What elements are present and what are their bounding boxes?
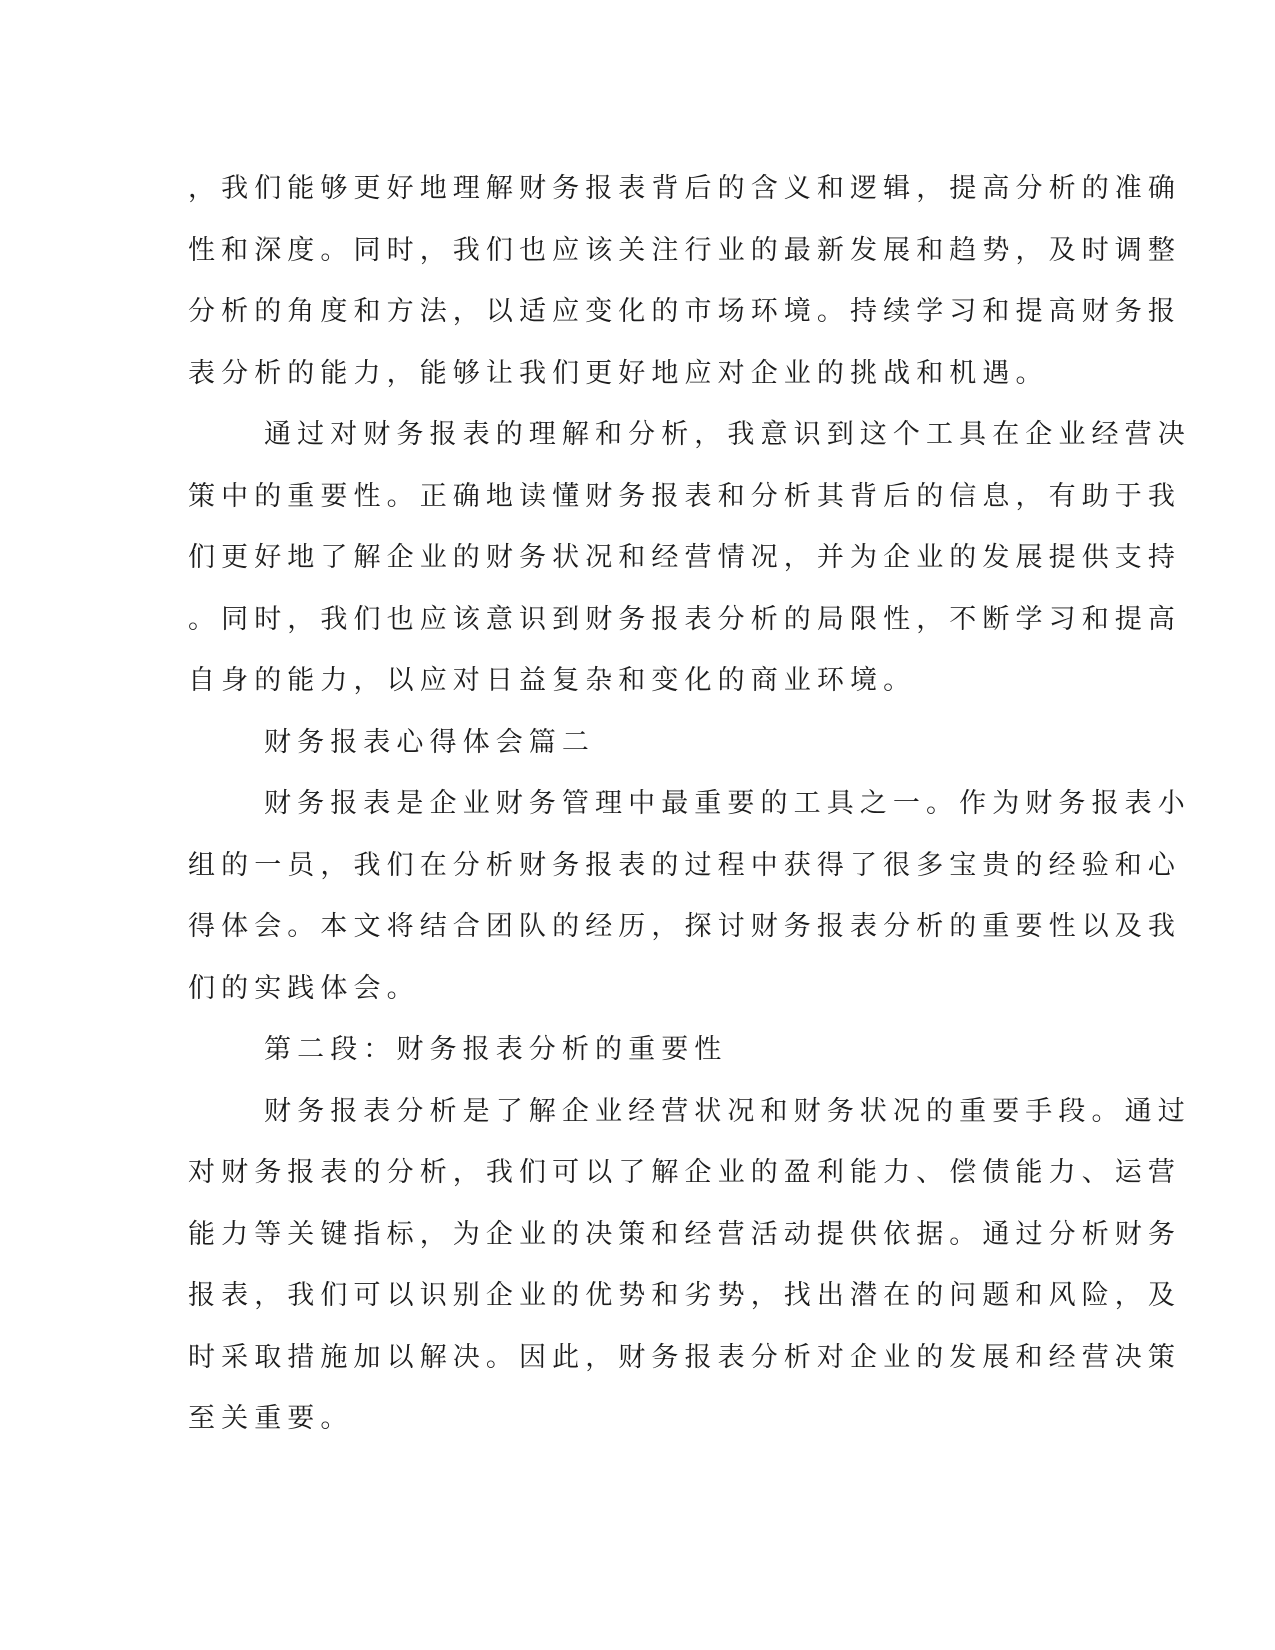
text-line: 组的一员，我们在分析财务报表的过程中获得了很多宝贵的经验和心 [188,849,1181,881]
text-line: 们更好地了解企业的财务状况和经营情况，并为企业的发展提供支持 [188,542,1181,573]
text-line: 们的实践体会。 [188,972,420,1004]
section-heading-part-two [188,712,1068,774]
text-line: 表分析的能力，能够让我们更好地应对企业的挑战和机遇。 [188,357,1049,389]
text-line: 对财务报表的分析，我们可以了解企业的盈利能力、偿债能力、运营 [188,1157,1181,1188]
text-line: 至关重要。 [188,1403,354,1434]
text-line: 财务报表是企业财务管理中最重要的工具之一。作为财务报表小 [264,788,1191,819]
paragraph-4 [188,1081,1191,1450]
text-line: 策中的重要性。正确地读懂财务报表和分析其背后的信息，有助于我 [188,480,1181,512]
paragraph-2 [188,404,1191,712]
text-line: 自身的能力，以应对日益复杂和变化的商业环境。 [188,665,917,696]
text-line: 时采取措施加以解决。因此，财务报表分析对企业的发展和经营决策 [188,1341,1181,1373]
text-line: ，我们能够更好地理解财务报表背后的含义和逻辑，提高分析的准确 [188,173,1181,204]
paragraph-3 [188,773,1191,1019]
text-line: 性和深度。同时，我们也应该关注行业的最新发展和趋势，及时调整 [188,234,1181,266]
text-line: 能力等关键指标，为企业的决策和经营活动提供依据。通过分析财务 [188,1218,1181,1250]
paragraph-1 [188,158,1181,404]
document-body [188,158,1191,1450]
text-line: 。同时，我们也应该意识到财务报表分析的局限性，不断学习和提高 [188,603,1181,635]
text-line: 分析的角度和方法，以适应变化的市场环境。持续学习和提高财务报 [188,296,1181,327]
text-line: 通过对财务报表的理解和分析，我意识到这个工具在企业经营决 [264,419,1191,450]
text-line: 第二段：财务报表分析的重要性 [264,1034,728,1065]
section-heading-second-part [188,1019,1068,1081]
text-line: 得体会。本文将结合团队的经历，探讨财务报表分析的重要性以及我 [188,911,1181,942]
text-line: 财务报表分析是了解企业经营状况和财务状况的重要手段。通过 [264,1095,1191,1127]
text-line: 财务报表心得体会篇二 [264,726,595,758]
text-line: 报表，我们可以识别企业的优势和劣势，找出潜在的问题和风险，及 [188,1280,1181,1311]
